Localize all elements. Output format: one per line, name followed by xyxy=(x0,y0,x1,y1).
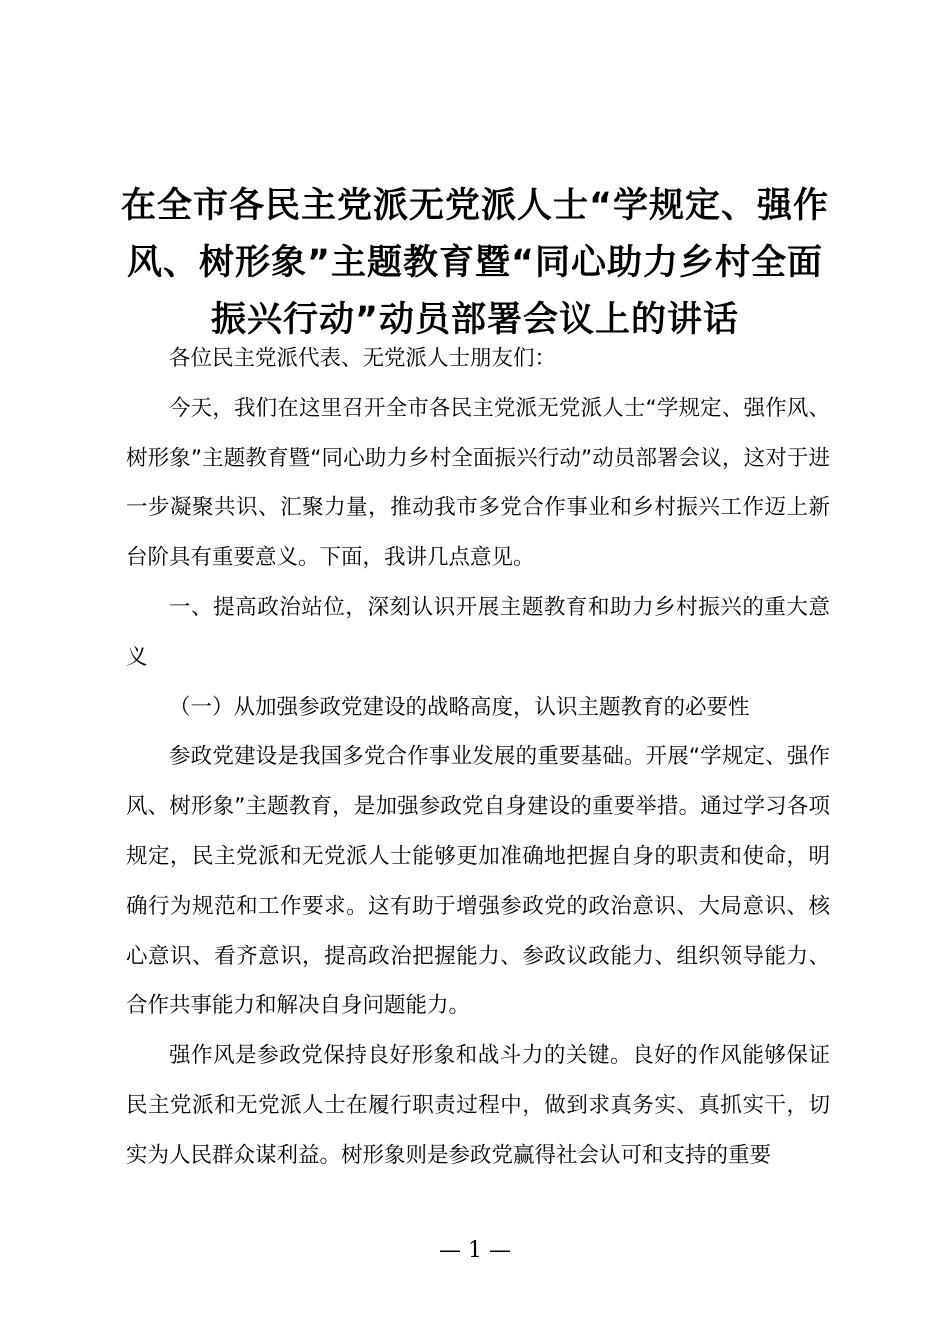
page-number: — 1 — xyxy=(439,1238,511,1263)
paragraph-intro: 今天，我们在这里召开全市各民主党派无党派人士“学规定、强作风、树形象”主题教育暨“同心助力乡村全面振兴行动”动员部署会议，这对于进一步凝聚共识、汇聚力量，推动我市多党合作事业和乡村振兴工作迈上新台阶具有重要意义。下面，我讲几点意见。 xyxy=(126,395,830,571)
document-body xyxy=(126,334,830,1181)
section-heading-1: 一、提高政治站位，深刻认识开展主题教育和助力乡村振兴的重大意义 xyxy=(126,594,830,670)
subsection-heading-1: （一）从加强参政党建设的战略高度，认识主题教育的必要性 xyxy=(169,694,750,720)
paragraph-work-style: 强作风是参政党保持良好形象和战斗力的关键。良好的作风能够保证民主党派和无党派人士在履行职责过程中，做到求真务实、真抓实干，切实为人民群众谋利益。树形象则是参政党赢得社会认可和支持的重要 xyxy=(126,1043,830,1168)
paragraph-party-building: 参政党建设是我国多党合作事业发展的重要基础。开展“学规定、强作风、树形象”主题教育，是加强参政党自身建设的重要举措。通过学习各项规定，民主党派和无党派人士能够更加准确地把握自身的职责和使命，明确行为规范和工作要求。这有助于增强参政党的政治意识、大局意识、核心意识、看齐意识，提高政治把握能力、参政议政能力、组织领导能力、合作共事能力和解决自身问题能力。 xyxy=(126,744,830,1019)
document-title: 在全市各民主党派无党派人士“学规定、强作风、树形象”主题教育暨“同心助力乡村全面振兴行动”动员部署会议上的讲话 xyxy=(120,186,829,340)
salutation: 各位民主党派代表、无党派人士朋友们： xyxy=(169,346,557,371)
